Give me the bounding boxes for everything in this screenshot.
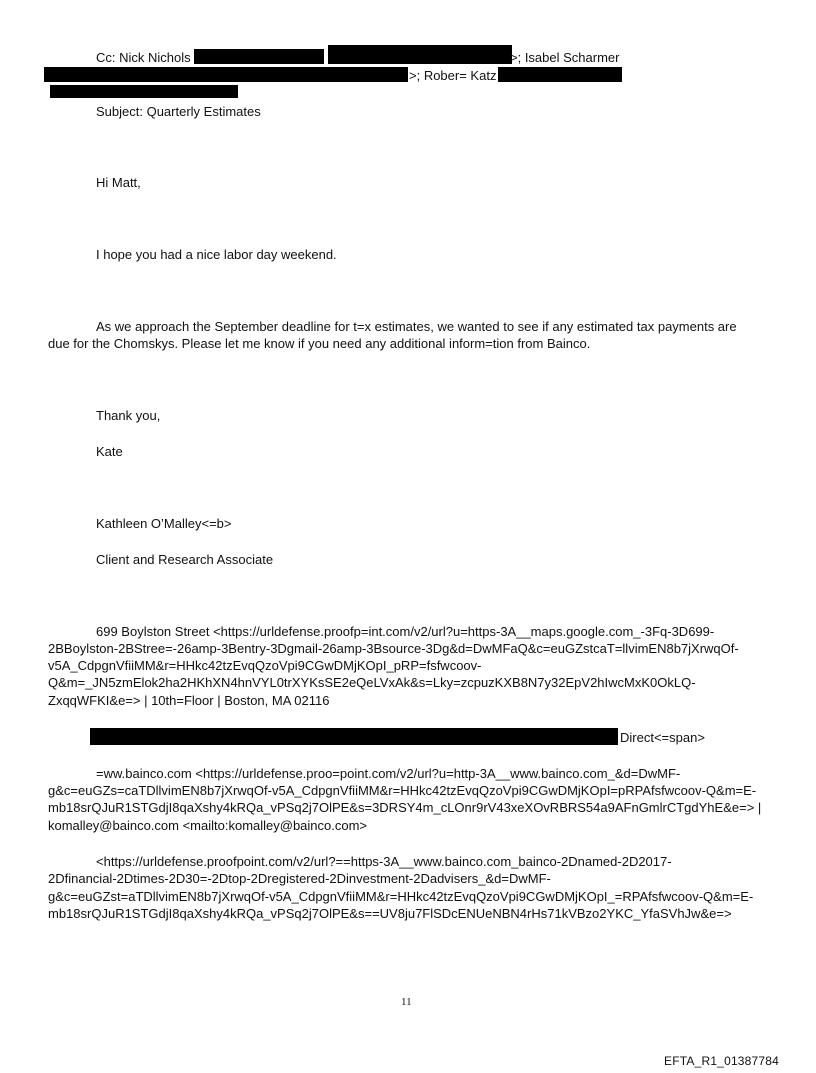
paragraph-2-line-1: As we approach the September deadline for t=x estimates, we wanted to see if any estimated tax payments are [96, 319, 737, 334]
redaction [44, 67, 408, 82]
footer-document-id: EFTA_R1_01387784 [664, 1054, 780, 1068]
cc-name-katz: >; Rober= Katz [409, 68, 497, 83]
direct-label: Direct<=span> [620, 730, 705, 745]
address-line: 699 Boylston Street <https://urldefense.proofp=int.com/v2/url?u=https-3A__maps.google.com_-3Fq-3D699- [96, 624, 715, 639]
address-line: 2BBoylston-2BStree=-26amp-3Bentry-3Dgmail-26amp-3Bsource-3Dg&d=DwMFaQ&c=euGZstcaT=llvimEN8b7jXrwqOf- [48, 641, 739, 656]
web-line: mb18srQJuR1STGdjI8qaXshy4kRQa_vPSq2j7OlPE&s=3DRSY4m_cLOnr9rV43xeXOvRBRS54a9AFnGmlrCTgdYhE&e=> | [48, 800, 762, 815]
web-line: =ww.bainco.com <https://urldefense.proo=point.com/v2/url?u=http-3A__www.bainco.com_&d=DwMF- [96, 766, 681, 781]
address-line: ZxqqWFKI&e=> | 10th=Floor | Boston, MA 02116 [48, 693, 330, 708]
closing: Thank you, [96, 408, 161, 423]
cc-name-isabel: >; Isabel Scharmer [510, 50, 620, 65]
redaction [194, 49, 324, 64]
link-line: g&c=euGZst=aTDllvimEN8b7jXrwqOf-v5A_CdpgnVfiiMM&r=HHkc42tzEvqQzoVpi9CGwDMjKOpI_=RPAfsfwcoov-Q&m=E- [48, 889, 754, 904]
paragraph-1: I hope you had a nice labor day weekend. [96, 247, 337, 262]
redaction [498, 67, 622, 82]
link-line: mb18srQJuR1STGdjI8qaXshy4kRQa_vPSq2j7OlPE&s==UV8ju7FlSDcENUeNBN4rHs71kVBzo2YKC_YfaSVhJw&e=> [48, 906, 732, 921]
redaction [328, 45, 512, 64]
subject-line: Subject: Quarterly Estimates [96, 104, 261, 119]
page-number: 11 [401, 996, 412, 1008]
email-line: komalley@bainco.com <mailto:komalley@bainco.com> [48, 818, 368, 833]
link-line: <https://urldefense.proofpoint.com/v2/url?==https-3A__www.bainco.com_bainco-2Dnamed-2D2017- [96, 854, 672, 869]
link-line: 2Dfinancial-2Dtimes-2D30=-2Dtop-2Dregistered-2Dinvestment-2Dadvisers_&d=DwMF- [48, 871, 551, 886]
web-line: g&c=euGZs=caTDllvimEN8b7jXrwqOf-v5A_CdpgnVfiiMM&r=HHkc42tzEvqQzoVpi9CGwDMjKOpI=pRPAfsfwcoov-Q&m=E- [48, 783, 757, 798]
address-line: v5A_CdpgnVfiiMM&r=HHkc42tzEvqQzoVpi9CGwDMjKOpI_pRP=fsfwcoov- [48, 658, 482, 673]
paragraph-2-line-2: due for the Chomskys. Please let me know if you need any additional inform=tion from Bainco. [48, 336, 591, 351]
greeting: Hi Matt, [96, 175, 141, 190]
signature-name: Kathleen O’Malley<=b> [96, 516, 232, 531]
signoff: Kate [96, 444, 123, 459]
cc-label: Cc: Nick Nichols [96, 50, 191, 65]
signature-title: Client and Research Associate [96, 552, 274, 567]
redaction [50, 85, 238, 98]
address-line: Q&m=_JN5zmElok2ha2HKhXN4hnVYL0trXYKsSE2eQeLVxAk&s=Lky=zcpuzKXB8N7y32EpV2hIwcMxK0OkLQ- [48, 675, 696, 690]
redaction [90, 728, 618, 745]
